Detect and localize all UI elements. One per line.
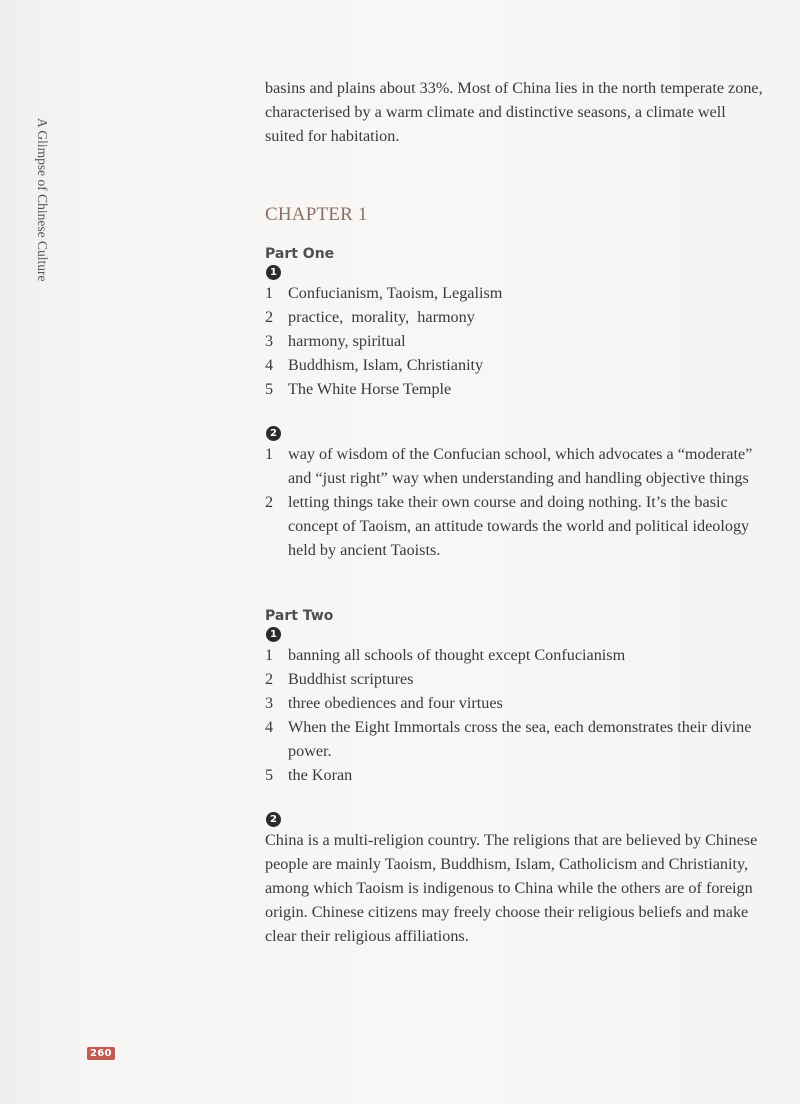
item-number: 3 — [265, 332, 274, 350]
list-item — [265, 305, 765, 329]
item-number: 2 — [265, 308, 274, 326]
list-item — [265, 490, 765, 562]
item-number: 2 — [265, 493, 274, 511]
item-number: 5 — [265, 766, 274, 784]
list-item — [265, 353, 765, 377]
running-side-title: A Glimpse of Chinese Culture — [35, 118, 50, 282]
item-number: 2 — [265, 670, 274, 688]
item-text: Buddhist scriptures — [288, 670, 414, 688]
item-text: Buddhism, Islam, Christianity — [288, 356, 484, 374]
item-number: 4 — [265, 718, 274, 736]
list-item — [265, 667, 765, 691]
item-number: 1 — [265, 284, 274, 302]
list-item — [265, 329, 765, 353]
part-one-exercise-1-list — [265, 281, 765, 401]
part-two-title: Part Two — [265, 608, 334, 624]
part-two-answer-paragraph: China is a multi-religion country. The religions that are believed by Chinese people are mainly Taoism, Buddhism, Islam, Catholicism and Christianity, among which Taoism is indigenous to China while the others are of foreign origin. Chinese citizens may freely choose their religious beliefs and make clear their religious affiliations. — [265, 831, 758, 945]
item-text: the Koran — [288, 766, 353, 784]
item-number: 1 — [265, 646, 274, 664]
item-number: 4 — [265, 356, 274, 374]
item-text: harmony, spiritual — [288, 332, 406, 350]
list-item — [265, 377, 765, 401]
part-one-exercise-2-list — [265, 442, 765, 562]
list-item — [265, 643, 765, 667]
main-content — [265, 76, 765, 948]
part-one-exercise-1-badge: 1 — [266, 265, 281, 280]
page-number: 260 — [87, 1047, 115, 1060]
item-text: banning all schools of thought except Confucianism — [288, 646, 626, 664]
item-text: The White Horse Temple — [288, 380, 452, 398]
part-two-exercise-1-list — [265, 643, 765, 787]
item-number: 3 — [265, 694, 274, 712]
item-text: three obediences and four virtues — [288, 694, 503, 712]
item-text: When the Eight Immortals cross the sea, each demonstrates their divine power. — [288, 718, 752, 760]
list-item — [265, 442, 765, 490]
part-two-exercise-1-badge: 1 — [266, 627, 281, 642]
list-item — [265, 763, 765, 787]
item-text: way of wisdom of the Confucian school, which advocates a “moderate” and “just right” way when understanding and handling objective things — [288, 445, 753, 487]
item-number: 1 — [265, 445, 274, 463]
list-item — [265, 715, 765, 763]
item-number: 5 — [265, 380, 274, 398]
item-text: practice, morality, harmony — [288, 308, 475, 326]
part-two-exercise-2-badge: 2 — [266, 812, 281, 827]
part-one-title: Part One — [265, 246, 335, 262]
list-item — [265, 281, 765, 305]
item-text: Confucianism, Taoism, Legalism — [288, 284, 503, 302]
item-text: letting things take their own course and doing nothing. It’s the basic concept of Taoism, an attitude towards the world and political ideology held by ancient Taoists. — [288, 493, 750, 559]
list-item — [265, 691, 765, 715]
chapter-heading: CHAPTER 1 — [265, 204, 368, 225]
part-one-exercise-2-badge: 2 — [266, 426, 281, 441]
intro-paragraph: basins and plains about 33%. Most of China lies in the north temperate zone, characterised by a warm climate and distinctive seasons, a climate well suited for habitation. — [265, 79, 763, 145]
